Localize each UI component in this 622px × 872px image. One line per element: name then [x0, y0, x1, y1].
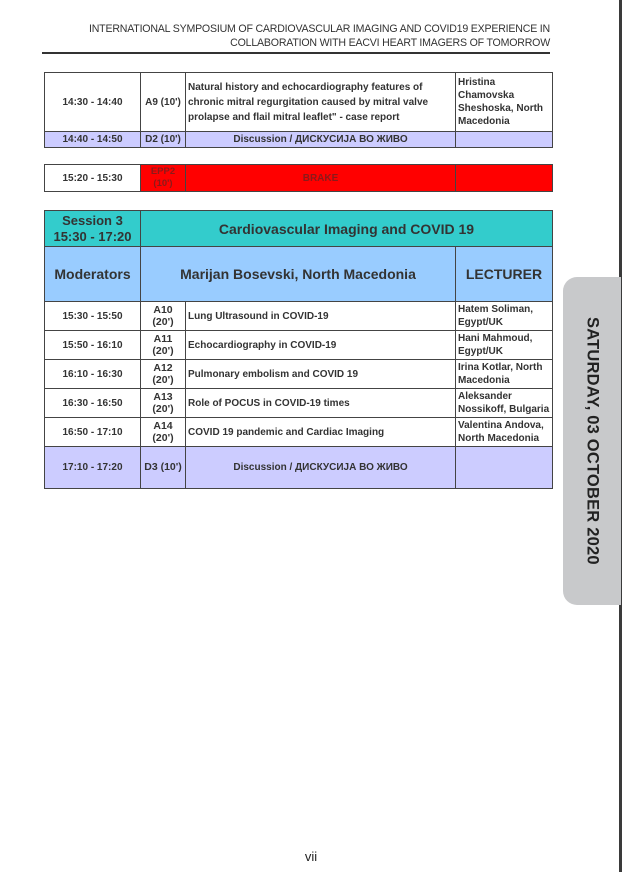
schedule-table-break	[44, 164, 553, 192]
schedule-table-session3	[44, 210, 553, 489]
session-time: 15:30 - 17:20	[53, 228, 132, 244]
title-cell: Discussion / ДИСКУСИЈА ВО ЖИВО	[186, 132, 456, 148]
title-cell: Natural history and echocardiography features of chronic mitral regurgitation caused by mitral valve prolapse and flail mitral leaflet" - case report	[186, 73, 456, 132]
session-header-row	[45, 211, 553, 247]
moderators-row	[45, 247, 553, 302]
date-text: SATURDAY, 03 OCTOBER 2020	[583, 317, 602, 565]
lecturer-cell	[456, 165, 553, 192]
code-cell: EPP2 (10')	[141, 165, 186, 192]
title-cell: COVID 19 pandemic and Cardiac Imaging	[186, 418, 456, 447]
table-row	[45, 360, 553, 389]
title-cell: Pulmonary embolism and COVID 19	[186, 360, 456, 389]
lecturer-cell: Hristina Chamovska Sheshoska, North Macedonia	[456, 73, 553, 132]
moderators-names: Marijan Bosevski, North Macedonia	[141, 247, 456, 302]
title-cell: Echocardiography in COVID-19	[186, 331, 456, 360]
document-header	[42, 22, 550, 50]
code-cell: A11 (20')	[141, 331, 186, 360]
time-cell: 15:50 - 16:10	[45, 331, 141, 360]
title-cell: BRAKE	[186, 165, 456, 192]
table-row	[45, 73, 553, 132]
time-cell: 15:30 - 15:50	[45, 302, 141, 331]
title-cell: Lung Ultrasound in COVID-19	[186, 302, 456, 331]
title-cell: Role of POCUS in COVID-19 times	[186, 389, 456, 418]
title-cell: Discussion / ДИСКУСИЈА ВО ЖИВО	[186, 447, 456, 489]
time-cell: 17:10 - 17:20	[45, 447, 141, 489]
lecturer-cell: Hani Mahmoud, Egypt/UK	[456, 331, 553, 360]
discussion-row	[45, 132, 553, 148]
table-row	[45, 302, 553, 331]
time-cell: 14:40 - 14:50	[45, 132, 141, 148]
moderators-label: Moderators	[45, 247, 141, 302]
discussion-row	[45, 447, 553, 489]
table-row	[45, 331, 553, 360]
header-line-2: COLLABORATION WITH EACVI HEART IMAGERS OF TOMORROW	[230, 37, 550, 49]
date-side-label	[563, 277, 621, 605]
table-row	[45, 418, 553, 447]
page-number: vii	[304, 849, 318, 864]
table-row	[45, 389, 553, 418]
code-cell: A10 (20')	[141, 302, 186, 331]
lecturer-cell: Irina Kotlar, North Macedonia	[456, 360, 553, 389]
header-rule	[42, 52, 550, 54]
time-cell: 16:30 - 16:50	[45, 389, 141, 418]
session-number: Session 3	[62, 212, 123, 228]
header-line-1: INTERNATIONAL SYMPOSIUM OF CARDIOVASCULAR IMAGING AND COVID19 EXPERIENCE IN	[88, 23, 550, 35]
session-label	[45, 211, 141, 247]
time-cell: 16:10 - 16:30	[45, 360, 141, 389]
time-cell: 16:50 - 17:10	[45, 418, 141, 447]
code-cell: A14 (20')	[141, 418, 186, 447]
lecturer-header: LECTURER	[456, 247, 553, 302]
time-cell: 15:20 - 15:30	[45, 165, 141, 192]
lecturer-cell	[456, 447, 553, 489]
code-cell: A13 (20')	[141, 389, 186, 418]
session-title: Cardiovascular Imaging and COVID 19	[141, 211, 553, 247]
lecturer-cell: Valentina Andova, North Macedonia	[456, 418, 553, 447]
time-cell: 14:30 - 14:40	[45, 73, 141, 132]
code-cell: A12 (20')	[141, 360, 186, 389]
break-row	[45, 165, 553, 192]
code-cell: D2 (10')	[141, 132, 186, 148]
lecturer-cell: Aleksander Nossikoff, Bulgaria	[456, 389, 553, 418]
code-cell: A9 (10')	[141, 73, 186, 132]
schedule-table-block1	[44, 72, 553, 148]
lecturer-cell	[456, 132, 553, 148]
lecturer-cell: Hatem Soliman, Egypt/UK	[456, 302, 553, 331]
code-cell: D3 (10')	[141, 447, 186, 489]
